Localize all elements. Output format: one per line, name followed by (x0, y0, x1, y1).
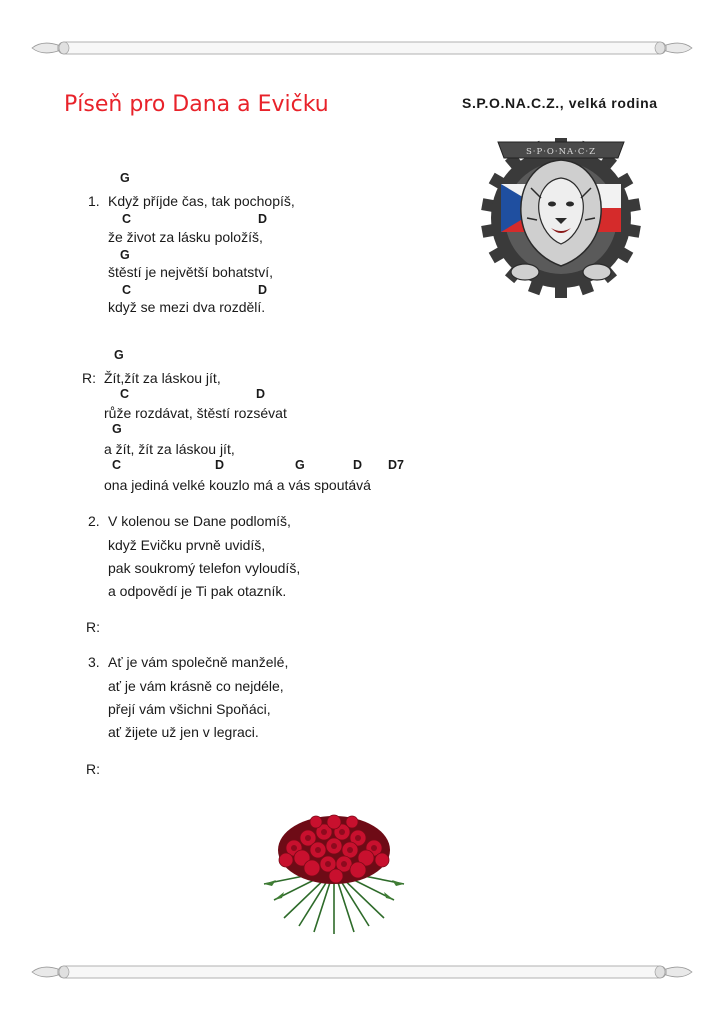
chord: G (120, 248, 130, 262)
lyric-line: Když příjde čas, tak pochopíš, (108, 193, 295, 209)
lyric-line: pak soukromý telefon vyloudíš, (108, 560, 301, 576)
refrain-marker: R: (86, 619, 100, 635)
lyric-line: růže rozdávat, štěstí rozsévat (104, 405, 287, 421)
lyric-line: štěstí je největší bohatství, (108, 264, 273, 280)
lyric-line: že život za lásku položíš, (108, 229, 263, 245)
lion-gear-emblem (478, 120, 644, 300)
chord: D7 (388, 458, 404, 472)
chord: G (295, 458, 305, 472)
verse-number: 2. (88, 513, 100, 529)
verse-number: 1. (88, 193, 100, 209)
chorus-label: R: (82, 370, 96, 386)
verse-number: 3. (88, 654, 100, 670)
emblem-banner-text: S·P·O·NA·C·Z (525, 147, 597, 157)
chord: C (122, 212, 132, 226)
chord: G (112, 422, 122, 436)
chord: C (120, 387, 130, 401)
bottom-scroll-border (28, 962, 696, 982)
lyric-line: Ať je vám společně manželé, (108, 654, 289, 670)
org-name: S.P.O.NA.C.Z., velká rodina (462, 95, 658, 111)
rose-bouquet-image (254, 808, 414, 936)
chord: D (256, 387, 266, 401)
lyric-line: Žít,žít za láskou jít, (104, 370, 221, 386)
lyric-line: a žít, žít za láskou jít, (104, 441, 235, 457)
lyric-line: když se mezi dva rozdělí. (108, 299, 266, 315)
lyric-line: ať je vám krásně co nejdéle, (108, 678, 284, 694)
chord: D (258, 283, 268, 297)
lyric-line: a odpovědí je Ti pak otazník. (108, 583, 287, 599)
chord: D (215, 458, 225, 472)
lyric-line: přejí vám všichni Spoňáci, (108, 701, 271, 717)
top-scroll-border (28, 38, 696, 58)
refrain-marker: R: (86, 761, 100, 777)
chord: D (258, 212, 268, 226)
chord: C (122, 283, 132, 297)
chord: C (112, 458, 122, 472)
lyric-line: V kolenou se Dane podlomíš, (108, 513, 291, 529)
song-title: Píseň pro Dana a Evičku (64, 92, 329, 117)
chord: G (114, 348, 124, 362)
lyric-line: ať žijete už jen v legraci. (108, 724, 259, 740)
chord: G (120, 171, 130, 185)
lyric-line: když Evičku prvně uvidíš, (108, 537, 266, 553)
chord: D (353, 458, 363, 472)
lyric-line: ona jediná velké kouzlo má a vás spoutává (104, 477, 371, 493)
